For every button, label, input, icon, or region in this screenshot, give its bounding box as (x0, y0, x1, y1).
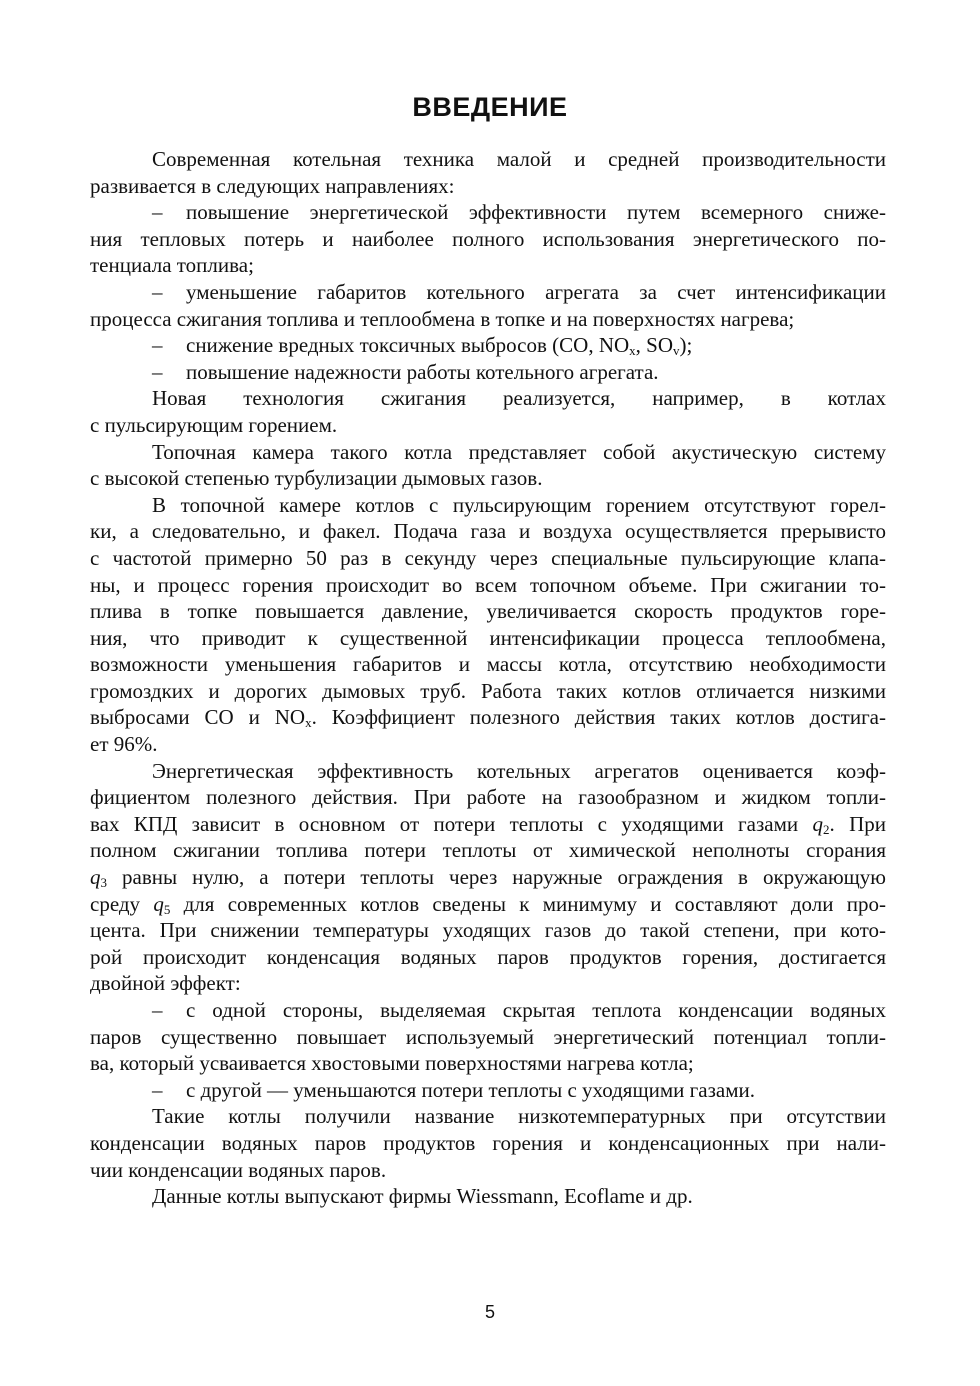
text-segment: Энергетическая эффективность котельных агрегатов оценивается коэф- (152, 758, 886, 783)
italic-symbol: q (812, 811, 823, 836)
list-dash: – (152, 279, 163, 304)
text-segment: снижение вредных токсичных выбросов (CO, NO (186, 333, 630, 358)
text-line (90, 864, 886, 891)
text-segment: развивается в следующих направлениях: (90, 173, 455, 198)
subscript: x (629, 343, 636, 359)
text-line (90, 731, 886, 758)
text-segment: повышение энергетической эффективности путем всемерного сниже- (186, 200, 886, 225)
page-title: ВВЕДЕНИЕ (412, 92, 568, 122)
text-line (90, 465, 886, 492)
text-segment: с пульсирующим горением. (90, 412, 338, 437)
text-segment: Топочная камера такого котла представляет собой акустическую систему (152, 439, 886, 464)
text-line (90, 758, 886, 785)
text-segment: вах КПД зависит в основном от потери теплоты с уходящими газами (90, 811, 813, 836)
text-line (90, 651, 886, 678)
text-line (90, 891, 886, 918)
italic-symbol: q (90, 865, 101, 890)
text-line (90, 279, 886, 306)
text-segment: Современная котельная техника малой и средней производительности (152, 147, 886, 171)
text-segment: для современных котлов сведены к минимуму и составляют доли про- (170, 891, 886, 916)
text-segment: ния, что приводит к существенной интенсификации процесса теплообмена, (90, 625, 886, 650)
text-line (90, 917, 886, 944)
subscript: 3 (100, 875, 107, 891)
subscript: 5 (163, 901, 171, 917)
text-segment: паров существенно повышает используемый энергетический потенциал топли- (90, 1024, 886, 1049)
text-segment: Данные котлы выпускают фирмы Wiessmann, Ecoflame и др. (152, 1184, 693, 1209)
text-line (90, 385, 886, 412)
list-item (90, 359, 886, 386)
document-body (90, 146, 886, 1210)
text-line (90, 997, 886, 1024)
text-segment: ки, а следовательно, и факел. Подача газа и воздуха осуществляется прерывисто (90, 519, 886, 544)
text-segment: полном сжигании топлива потери теплоты от химической неполноты сгорания (90, 838, 886, 863)
text-segment: с одной стороны, выделяемая скрытая теплота конденсации водяных (186, 998, 886, 1022)
text-segment: ния тепловых потерь и наиболее полного использования энергетического по- (90, 226, 886, 251)
page-number: 5 (484, 1302, 495, 1322)
text-segment: фициентом полезного действия. При работе на газообразном и жидком топли- (90, 785, 886, 810)
list-dash: – (152, 1077, 163, 1102)
text-line (90, 492, 886, 519)
text-line (90, 837, 886, 864)
text-line (90, 1024, 886, 1051)
text-line (90, 811, 886, 838)
text-segment: цента. При снижении температуры уходящих газов до такой степени, при кото- (90, 918, 886, 943)
text-line (90, 598, 886, 625)
text-segment: . При (829, 811, 886, 836)
text-line (90, 306, 886, 333)
list-item (90, 997, 886, 1077)
text-segment: ва, который усваивается хвостовыми поверхностями нагрева котла; (90, 1051, 694, 1076)
text-segment: Новая технология сжигания реализуется, например, в котлах (152, 386, 886, 411)
text-line (90, 545, 886, 572)
paragraph (90, 758, 886, 997)
text-line (90, 970, 886, 997)
text-segment: Такие котлы получили название низкотемпературных при отсутствии (152, 1104, 886, 1129)
text-segment: процесса сжигания топлива и теплообмена в топке и на поверхностях нагрева; (90, 306, 795, 331)
text-segment: с частотой примерно 50 раз в секунду через специальные пульсирующие клапа- (90, 545, 886, 570)
subscript: x (305, 715, 312, 731)
text-line (90, 704, 886, 731)
paragraph (90, 146, 886, 199)
paragraph (90, 1103, 886, 1183)
list-dash: – (152, 359, 163, 384)
text-segment: ет 96%. (90, 732, 158, 757)
text-segment: возможности уменьшения габаритов и массы котла, отсутствию необходимости (90, 652, 886, 677)
text-line (90, 1103, 886, 1130)
text-line (90, 784, 886, 811)
text-line (90, 412, 886, 439)
text-line (90, 439, 886, 466)
list-item (90, 332, 886, 359)
list-dash: – (152, 998, 163, 1022)
text-segment: с высокой степенью турбулизации дымовых газов. (90, 466, 543, 491)
text-line (90, 173, 886, 200)
text-line (90, 1050, 886, 1077)
text-segment: ); (679, 333, 693, 358)
text-segment: равны нулю, а потери теплоты через наружные ограждения в окружающую (107, 865, 886, 890)
text-segment: двойной эффект: (90, 971, 241, 996)
text-segment: рой происходит конденсация водяных паров продуктов горения, достигается (90, 944, 886, 969)
text-line (90, 944, 886, 971)
text-line (90, 572, 886, 599)
text-segment: среду (90, 891, 154, 916)
text-segment: плива в топке повышается давление, увеличивается скорость продуктов горе- (90, 599, 886, 624)
subscript: v (673, 343, 680, 359)
text-segment: громоздких и дорогих дымовых труб. Работа таких котлов отличается низкими (90, 678, 886, 703)
paragraph (90, 1183, 886, 1210)
text-line (90, 1157, 886, 1184)
list-item (90, 199, 886, 279)
text-segment: . Коэффициент полезного действия таких котлов достига- (311, 705, 886, 730)
text-line (90, 518, 886, 545)
text-segment: тенциала топлива; (90, 253, 254, 278)
paragraph (90, 439, 886, 492)
text-line (90, 332, 886, 359)
text-line (90, 625, 886, 652)
text-line (90, 199, 886, 226)
text-segment: с другой — уменьшаются потери теплоты с уходящими газами. (186, 1077, 755, 1102)
text-line (90, 1130, 886, 1157)
list-dash: – (152, 333, 163, 358)
text-segment: уменьшение габаритов котельного агрегата за счет интенсификации (186, 279, 886, 304)
text-line (90, 1077, 886, 1104)
list-item (90, 1077, 886, 1104)
text-segment: конденсации водяных паров продуктов горения и конденсационных при нали- (90, 1130, 886, 1155)
italic-symbol: q (153, 891, 164, 916)
text-segment: , SO (635, 333, 674, 358)
text-segment: В топочной камере котлов с пульсирующим горением отсутствуют горел- (152, 492, 886, 517)
text-line (90, 226, 886, 253)
text-segment: выбросами CO и NO (90, 705, 306, 730)
paragraph (90, 492, 886, 758)
subscript: 2 (822, 821, 830, 837)
text-line (90, 146, 886, 173)
paragraph (90, 385, 886, 438)
text-line (90, 1183, 886, 1210)
text-segment: повышение надежности работы котельного агрегата. (186, 359, 659, 384)
list-dash: – (152, 200, 163, 225)
text-segment: чии конденсации водяных паров. (90, 1157, 387, 1182)
list-item (90, 279, 886, 332)
text-line (90, 252, 886, 279)
text-segment: ны, и процесс горения происходит во всем топочном объеме. При сжигании то- (90, 572, 886, 597)
text-line (90, 359, 886, 386)
text-line (90, 678, 886, 705)
